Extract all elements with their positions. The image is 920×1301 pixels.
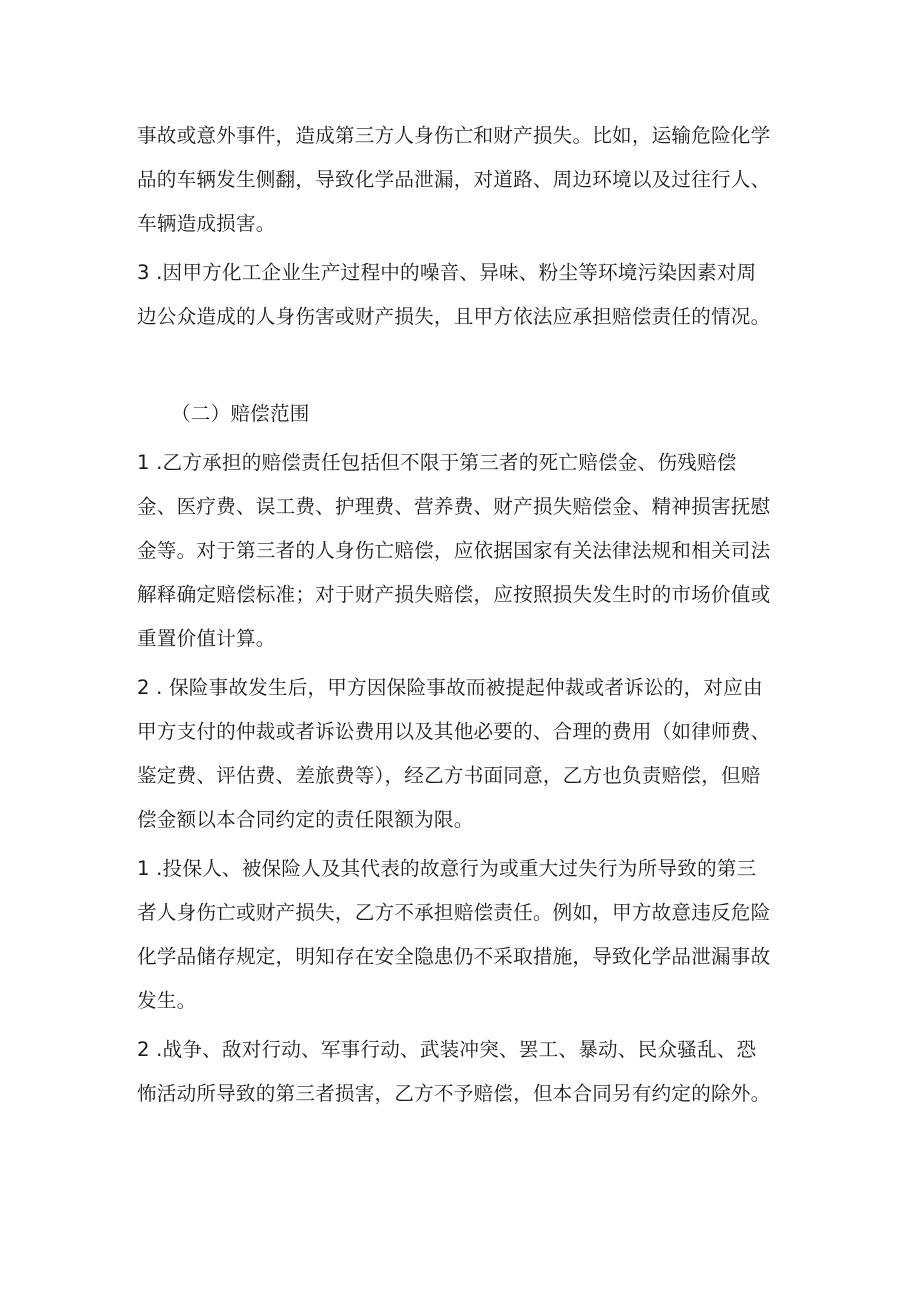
paragraph-exclusion-2-war	[137, 1028, 787, 1116]
text-line: 车辆造成损害。	[137, 212, 276, 235]
text-line: 发生。	[137, 989, 197, 1012]
paragraph-item-1-liability	[137, 441, 787, 661]
text-line: 事故或意外事件，造成第三方人身伤亡和财产损失。比如，运输危险化学	[137, 124, 771, 147]
text-line: 怖活动所导致的第三者损害，乙方不予赔偿，但本合同另有约定的除外。	[137, 1082, 771, 1105]
section-heading-compensation-scope: （二）赔偿范围	[171, 402, 310, 425]
text-line: 2 . 保险事故发生后，甲方因保险事故而被提起仲裁或者诉讼的，对应由	[137, 676, 763, 699]
text-line: 甲方支付的仲裁或者诉讼费用以及其他必要的、合理的费用（如律师费、	[137, 720, 771, 743]
text-line: 2 .战争、敌对行动、军事行动、武装冲突、罢工、暴动、民众骚乱、恐	[137, 1038, 757, 1061]
paragraph-exclusion-1-intentional	[137, 847, 787, 1023]
text-line: 1 .乙方承担的赔偿责任包括但不限于第三者的死亡赔偿金、伤残赔偿	[137, 451, 737, 474]
text-line: 3 .因甲方化工企业生产过程中的噪音、异味、粉尘等环境污染因素对周	[137, 261, 757, 284]
text-line: 品的车辆发生侧翻，导致化学品泄漏，对道路、周边环境以及过往行人、	[137, 168, 771, 191]
paragraph-item-2-litigation-costs	[137, 666, 787, 842]
text-line: 解释确定赔偿标准；对于财产损失赔偿，应按照损失发生时的市场价值或	[137, 583, 771, 606]
text-line: 者人身伤亡或财产损失，乙方不承担赔偿责任。例如，甲方故意违反危险	[137, 901, 771, 924]
text-line: 1 .投保人、被保险人及其代表的故意行为或重大过失行为所导致的第三	[137, 857, 757, 880]
text-line: 边公众造成的人身伤害或财产损失，且甲方依法应承担赔偿责任的情况。	[137, 305, 771, 328]
text-line: 重置价值计算。	[137, 627, 276, 650]
text-line: 偿金额以本合同约定的责任限额为限。	[137, 808, 474, 831]
text-line: 金、医疗费、误工费、护理费、营养费、财产损失赔偿金、精神损害抚慰	[137, 495, 771, 518]
paragraph-accident-continuation	[137, 114, 787, 246]
text-line: 金等。对于第三者的人身伤亡赔偿，应依据国家有关法律法规和相关司法	[137, 539, 771, 562]
text-line: 鉴定费、评估费、差旅费等），经乙方书面同意，乙方也负责赔偿，但赔	[137, 764, 761, 787]
paragraph-item-3-pollution	[137, 251, 787, 339]
document-body	[137, 114, 787, 1116]
text-line: 化学品储存规定，明知存在安全隐患仍不采取措施，导致化学品泄漏事故	[137, 945, 771, 968]
